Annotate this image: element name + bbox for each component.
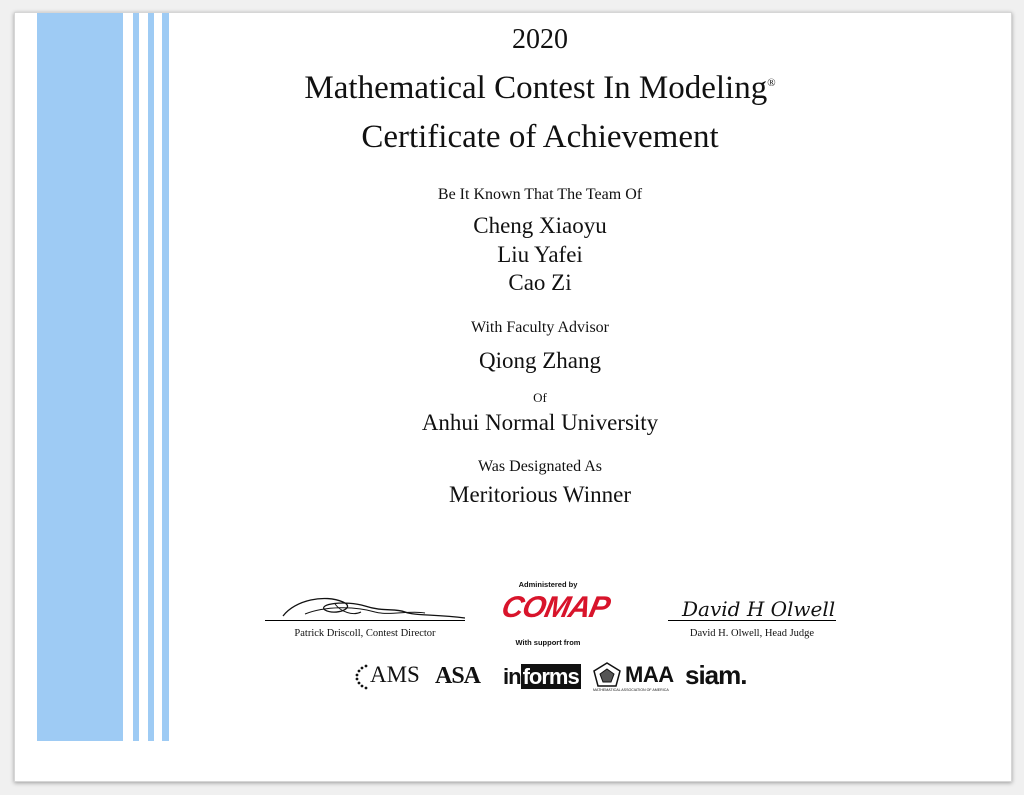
contest-name — [290, 70, 790, 108]
head-judge-caption: David H. Olwell, Head Judge — [689, 628, 815, 639]
advisor-label: With Faculty Advisor — [470, 319, 609, 336]
team-intro: Be It Known That The Team Of — [437, 186, 643, 203]
university-name: Anhui Normal University — [421, 410, 659, 435]
maa-subtitle: MATHEMATICAL ASSOCIATION OF AMERICA — [593, 688, 669, 692]
signature-line — [668, 620, 836, 621]
decorative-stripe-thin-1 — [133, 13, 139, 741]
informs-logo — [503, 664, 581, 690]
administered-by-label: Administered by — [518, 580, 578, 589]
informs-box: forms — [522, 664, 579, 689]
informs-prefix: in — [503, 664, 521, 689]
team-member: Liu Yafei — [497, 241, 583, 267]
maa-logo: MAA — [625, 662, 674, 687]
decorative-stripe-wide — [37, 13, 123, 741]
asa-logo: ASA — [435, 663, 481, 689]
ams-logo-text: AMS — [370, 662, 420, 687]
comap-logo: COMAP — [498, 591, 613, 624]
maa-polyhedron-icon — [592, 661, 622, 689]
team-member: Cheng Xiaoyu — [473, 213, 607, 238]
decorative-stripe-thin-3 — [162, 13, 169, 741]
certificate-year: 2020 — [512, 24, 568, 55]
of-label: Of — [533, 390, 547, 405]
with-support-label: With support from — [515, 638, 581, 647]
signature-line — [265, 620, 465, 621]
comap-logo-block — [488, 580, 613, 648]
ams-dots-icon — [355, 664, 369, 690]
decorative-stripe-thin-2 — [148, 13, 154, 741]
siam-logo: siam. — [685, 660, 747, 690]
advisor-name: Qiong Zhang — [478, 348, 601, 373]
contest-director-caption: Patrick Driscoll, Contest Director — [294, 628, 436, 639]
head-judge-signature-script: David H Olwell — [682, 597, 836, 621]
designated-label: Was Designated As — [477, 458, 603, 475]
registered-mark: ® — [767, 77, 776, 89]
team-members — [290, 212, 790, 298]
certificate-title: Certificate of Achievement — [361, 119, 719, 155]
contest-name-text: Mathematical Contest In Modeling — [304, 70, 768, 106]
award-designation: Meritorious Winner — [449, 482, 631, 507]
sponsor-logos — [355, 660, 775, 694]
team-member: Cao Zi — [508, 270, 572, 295]
